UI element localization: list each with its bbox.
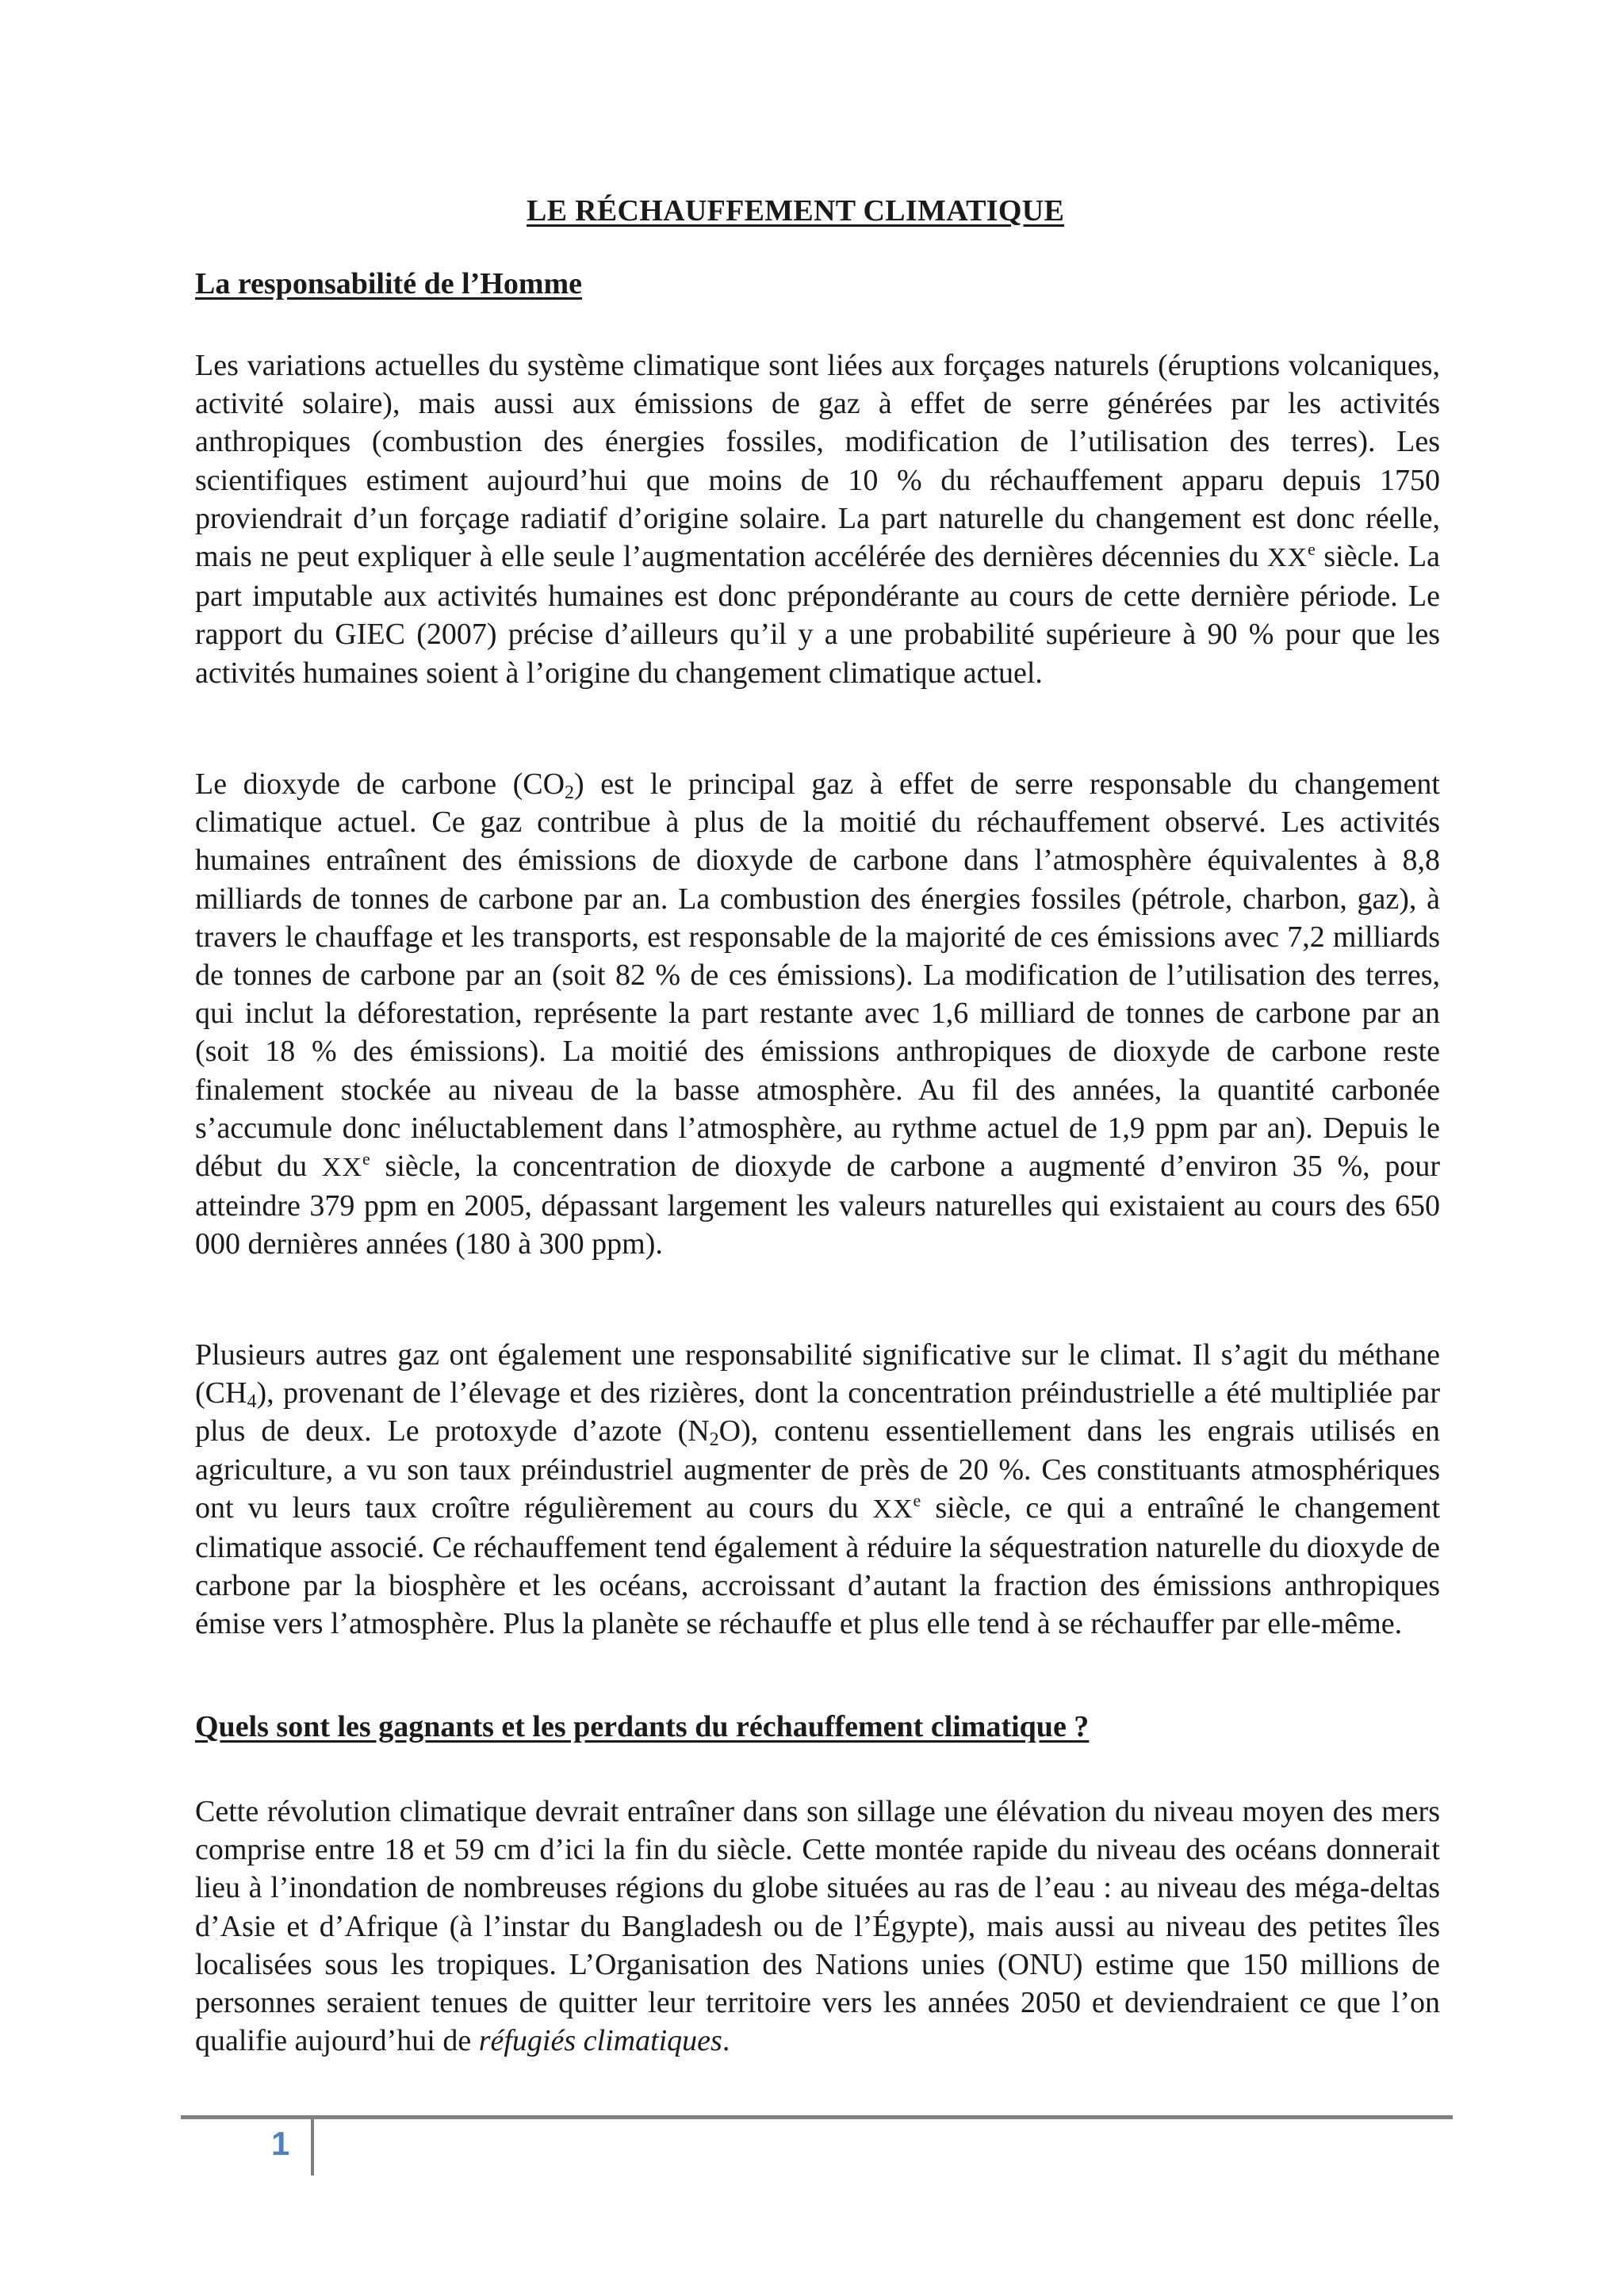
footer-horizontal-rule: [181, 2115, 1453, 2119]
n2o-subscript: 2: [709, 1429, 719, 1451]
paragraph-1-text-a: Les variations actuelles du système climatique sont liées aux forçages naturels (éruptions volcaniques, activité solaire), mais aussi aux émissions de gaz à effet de serre générées par les activités anthropiques (combustion des énergies fossiles, modification de l’utilisation des terres). Les scientifiques estiment aujourd’hui que moins de 10 % du réchauffement apparu depuis 1750 proviendrait d’un forçage radiatif d’origine solaire. La part naturelle du changement est donc réelle, mais ne peut expliquer à elle seule l’augmentation accélérée des dernières décennies du: [195, 349, 1440, 574]
paragraph-3-text-d: siècle, ce qui a entraîné le changement climatique associé. Ce réchauffement tend également à réduire la séquestration naturelle du dioxyde de carbone par la biosphère et les océans, accroissant d’autant la fraction des émissions anthropiques émise vers l’atmosphère. Plus la planète se réchauffe et plus elle tend à se réchauffer par elle-même.: [195, 1490, 1441, 1641]
paragraph-2-text-b: ) est le principal gaz à effet de serre responsable du changement climatique actuel. Ce gaz contribue à plus de la moitié du réchauffement observé. Les activités humaines entraînent des émissions de dioxyde de carbone dans l’atmosphère équivalentes à 8,8 milliards de tonnes de carbone par an. La combustion des énergies fossiles (pétrole, charbon, gaz), à travers le chauffage et les transports, est responsable de la majorité de ces émissions avec 7,2 milliards de tonnes de carbone par an (soit 82 % de ces émissions). La modification de l’utilisation des terres, qui inclut la déforestation, représente la part restante avec 1,6 milliard de tonnes de carbone par an (soit 18 % des émissions). La moitié des émissions anthropiques de dioxyde de carbone reste finalement stockée au niveau de la basse atmosphère. Au fil des années, la quantité carbonée s’accumule donc inéluctablement dans l’atmosphère, au rythme actuel de 1,9 ppm par an). Depuis le début du: [195, 767, 1440, 1184]
paragraph-3-text-b: ), provenant de l’élevage et des rizières, dont la concentration préindustrielle a été multipliée par plus de deux. Le protoxyde d’azote (N: [195, 1376, 1440, 1448]
century-numeral: XX: [321, 1153, 362, 1183]
century-superscript: e: [913, 1490, 921, 1510]
paragraph-1: [195, 346, 1440, 692]
paragraph-2: [195, 765, 1440, 1264]
section-heading-gagnants-perdants: Quels sont les gagnants et les perdants du réchauffement climatique ?: [195, 1710, 1090, 1743]
co2-subscript: 2: [565, 783, 575, 803]
ch4-subscript: 4: [247, 1391, 257, 1413]
section-heading-responsabilite: La responsabilité de l’Homme: [195, 267, 583, 300]
paragraph-3: [195, 1336, 1440, 1644]
page-number: 1: [271, 2125, 290, 2162]
paragraph-4-text-a: Cette révolution climatique devrait entraîner dans son sillage une élévation du niveau moyen des mers comprise entre 18 et 59 cm d’ici la fin du siècle. Cette montée rapide du niveau des océans donnerait lieu à l’inondation de nombreuses régions du globe situées au ras de l’eau : au niveau des méga-deltas d’Asie et d’Afrique (à l’instar du Bangladesh ou de l’Égypte), mais aussi au niveau des petites îles localisées sous les tropiques. L’Organisation des Nations unies (ONU) estime que 150 millions de personnes seraient tenues de quitter leur territoire vers les années 2050 et deviendraient ce que l’on qualifie aujourd’hui de: [195, 1795, 1440, 2058]
emphasis-refugies: réfugiés climatiques: [478, 2024, 722, 2058]
century-superscript: e: [1308, 539, 1316, 560]
paragraph-4-text-b: .: [722, 2024, 730, 2058]
footer-vertical-rule: [311, 2115, 314, 2175]
paragraph-2-text-c: siècle, la concentration de dioxyde de carbone a augmenté d’environ 35 %, pour atteindre 379 ppm en 2005, dépassant largement les valeurs naturelles qui existaient au cours des 650 000 dernières années (180 à 300 ppm).: [195, 1150, 1440, 1261]
paragraph-3-text-a: Plusieurs autres gaz ont également une responsabilité significative sur le climat. Il s’agit du méthane (CH: [195, 1338, 1440, 1410]
century-numeral: XX: [1267, 543, 1308, 573]
paragraph-2-text-a: Le dioxyde de carbone (CO: [195, 767, 565, 801]
document-title: LE RÉCHAUFFEMENT CLIMATIQUE: [527, 194, 1065, 228]
paragraph-3-text-c: O), contenu essentiellement dans les engrais utilisés en agriculture, a vu son taux préindustriel augmenter de près de 20 %. Ces constituants atmosphériques ont vu leurs taux croître régulièrement au cours du: [195, 1414, 1440, 1525]
paragraph-4: [195, 1793, 1440, 2060]
paragraph-1-text-b: siècle. La part imputable aux activités humaines est donc prépondérante au cours de cette dernière période. Le rapport du GIEC (2007) précise d’ailleurs qu’il y a une probabilité supérieure à 90 % pour que les activités humaines soient à l’origine du changement climatique actuel.: [195, 540, 1440, 690]
century-numeral: XX: [872, 1494, 914, 1524]
century-superscript: e: [362, 1149, 370, 1169]
